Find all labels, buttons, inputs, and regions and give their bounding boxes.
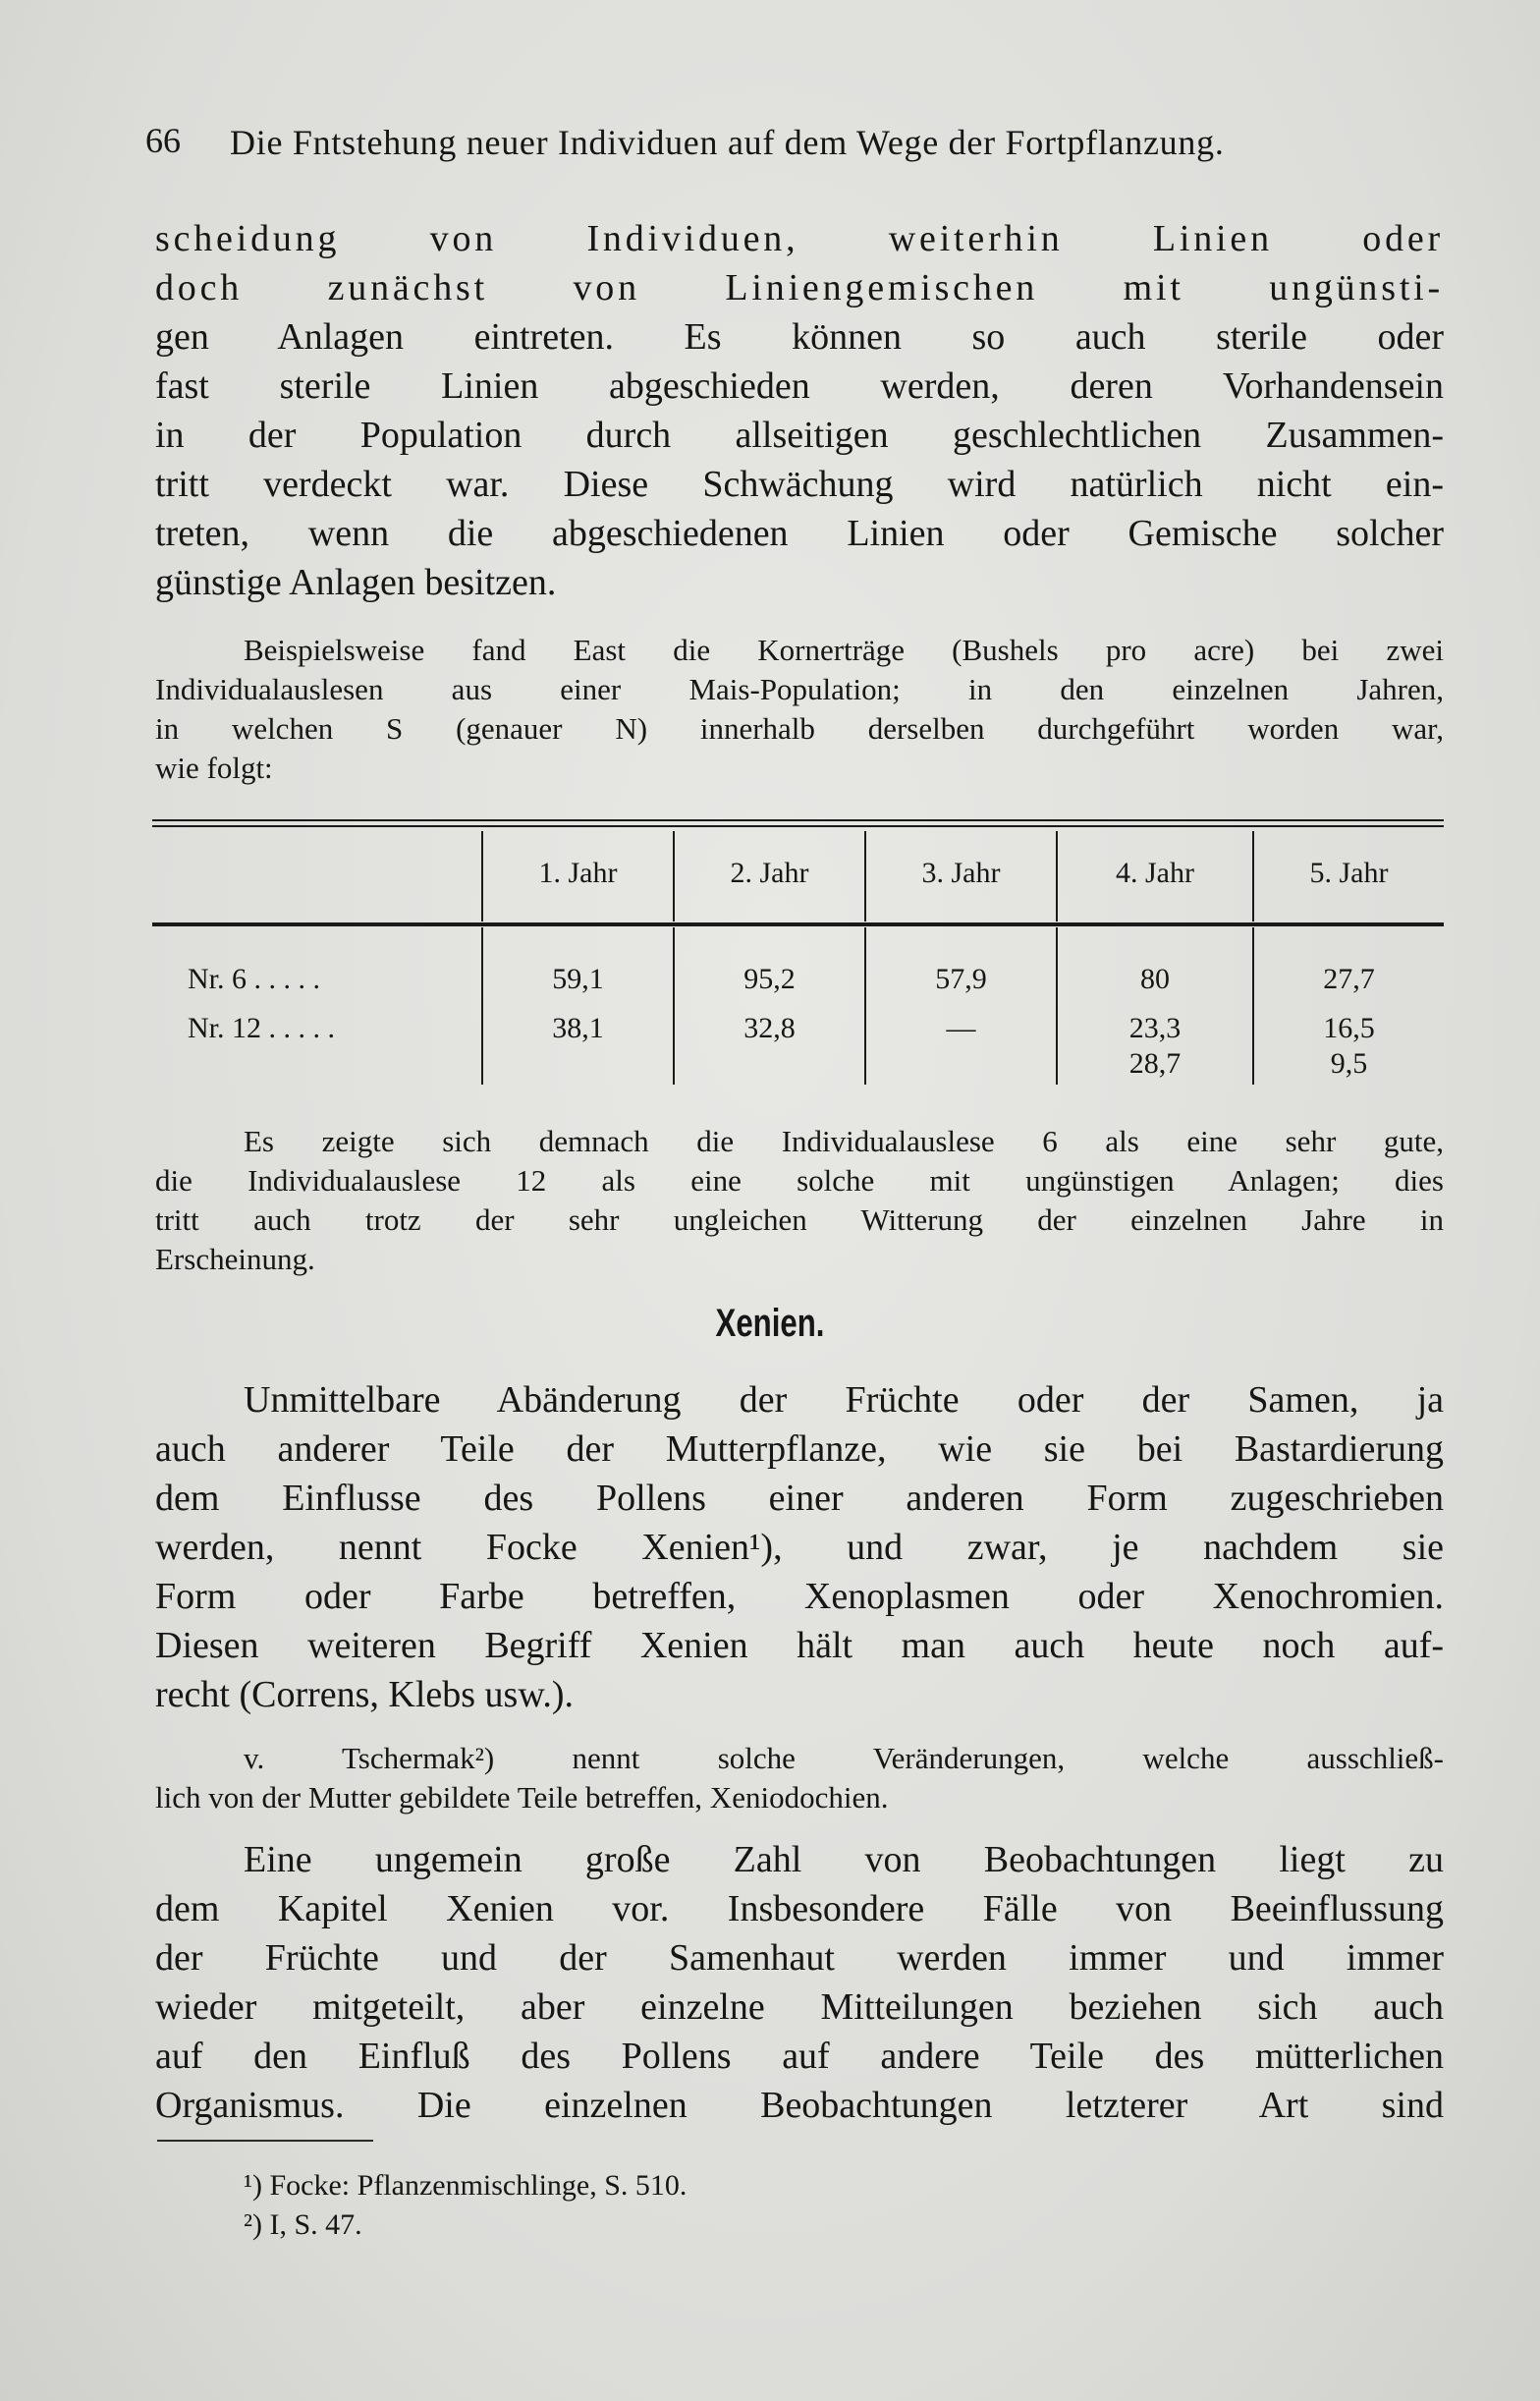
table-cell: 23,3 <box>1128 1012 1182 1044</box>
table-top-rule <box>152 819 1444 821</box>
footnote-rule <box>157 2140 373 2142</box>
text-line: Eine ungemein große Zahl von Beobachtungen liegt zu <box>244 1839 1444 1880</box>
text-line: tritt auch trotz der sehr ungleichen Witterung der einzelnen Jahre in <box>155 1202 1444 1237</box>
text-line: tritt verdeckt war. Diese Schwächung wird natürlich nicht ein- <box>155 464 1444 505</box>
table-cell: 95,2 <box>743 963 796 995</box>
text-line: Es zeigte sich demnach die Individualauslese 6 als eine sehr gute, <box>244 1124 1444 1158</box>
text-line: werden, nennt Focke Xenien¹), und zwar, je nachdem sie <box>155 1527 1444 1568</box>
text-line: günstige Anlagen besitzen. <box>155 562 557 603</box>
table-header-rule <box>152 922 1444 926</box>
text-line: auch anderer Teile der Mutterpflanze, wie sie bei Bastardierung <box>155 1428 1444 1470</box>
text-line: Diesen weiteren Begriff Xenien hält man auch heute noch auf- <box>155 1625 1444 1666</box>
text-line: gen Anlagen eintreten. Es können so auch sterile oder <box>155 316 1444 358</box>
page-number: 66 <box>145 121 181 160</box>
column-header: 1. Jahr <box>538 857 618 889</box>
table-cell: 9,5 <box>1330 1047 1368 1080</box>
row-label: Nr. 12 . . . . . <box>188 1012 335 1044</box>
table-cell: 27,7 <box>1323 963 1375 995</box>
table-cell: 57,9 <box>935 963 987 995</box>
text-line: der Früchte und der Samenhaut werden immer und immer <box>155 1937 1444 1979</box>
column-header: 2. Jahr <box>730 857 809 889</box>
running-header <box>145 120 1444 169</box>
column-header: 3. Jahr <box>921 857 1001 889</box>
column-header: 4. Jahr <box>1116 857 1194 889</box>
section-heading: Xenien. <box>715 1302 825 1345</box>
text-line: auf den Einfluß des Pollens auf andere Teile des mütterlichen <box>155 2036 1444 2077</box>
text-line: in der Population durch allseitigen geschlechtlichen Zusammen- <box>155 415 1444 456</box>
column-divider <box>481 927 483 1085</box>
text-line: lich von der Mutter gebildete Teile betreffen, Xeniodochien. <box>155 1780 889 1815</box>
text-line: dem Einflusse des Pollens einer anderen Form zugeschrieben <box>155 1478 1444 1519</box>
table-cell: 32,8 <box>743 1012 796 1044</box>
text-line: die Individualauslese 12 als eine solche mit ungünstigen Anlagen; dies <box>155 1163 1444 1198</box>
column-header: 5. Jahr <box>1309 857 1389 889</box>
text-line: wie folgt: <box>155 751 273 785</box>
text-line: in welchen S (genauer N) innerhalb derselben durchgeführt worden war, <box>155 711 1444 746</box>
text-line: Unmittelbare Abänderung der Früchte oder der Samen, ja <box>244 1379 1444 1421</box>
table-cell: 16,5 <box>1323 1012 1375 1044</box>
text-line: wieder mitgeteilt, aber einzelne Mitteilungen beziehen sich auch <box>155 1986 1444 2028</box>
text-line: fast sterile Linien abgeschieden werden, deren Vorhandensein <box>155 365 1444 407</box>
text-line: Beispielsweise fand East die Kornerträge (Bushels pro acre) bei zwei <box>244 633 1444 667</box>
text-line: recht (Correns, Klebs usw.). <box>155 1674 574 1715</box>
text-line: Individualauslesen aus einer Mais-Population; in den einzelnen Jahren, <box>155 672 1444 706</box>
table-cell: 28,7 <box>1128 1047 1182 1080</box>
table-cell: 59,1 <box>552 963 604 995</box>
text-line: treten, wenn die abgeschiedenen Linien oder Gemische solcher <box>155 513 1444 554</box>
footnote: ¹) Focke: Pflanzenmischlinge, S. 510. <box>244 2169 688 2202</box>
text-line: doch zunächst von Liniengemischen mit ungünsti- <box>155 267 1444 308</box>
table-cell: 80 <box>1140 963 1170 995</box>
text-line: Form oder Farbe betreffen, Xenoplasmen oder Xenochromien. <box>155 1576 1444 1617</box>
footnote: ²) I, S. 47. <box>244 2208 362 2241</box>
column-divider <box>673 927 675 1085</box>
row-label: Nr. 6 . . . . . <box>188 963 320 995</box>
yield-table <box>152 819 1444 1094</box>
text-line: dem Kapitel Xenien vor. Insbesondere Fälle von Beeinflussung <box>155 1888 1444 1929</box>
column-divider <box>864 927 866 1085</box>
text-line: scheidung von Individuen, weiterhin Linien oder <box>155 218 1444 259</box>
text-line: v. Tschermak²) nennt solche Veränderungen, welche ausschließ- <box>244 1741 1444 1775</box>
table-cell: 38,1 <box>552 1012 604 1044</box>
text-line: Erscheinung. <box>155 1242 315 1276</box>
table-cell: — <box>946 1012 976 1044</box>
text-line: Organismus. Die einzelnen Beobachtungen letzterer Art sind <box>155 2085 1444 2126</box>
running-title: Die Fntstehung neuer Individuen auf dem Wege der Fortpflanzung. <box>230 123 1225 162</box>
table-top-rule-2 <box>152 825 1444 827</box>
